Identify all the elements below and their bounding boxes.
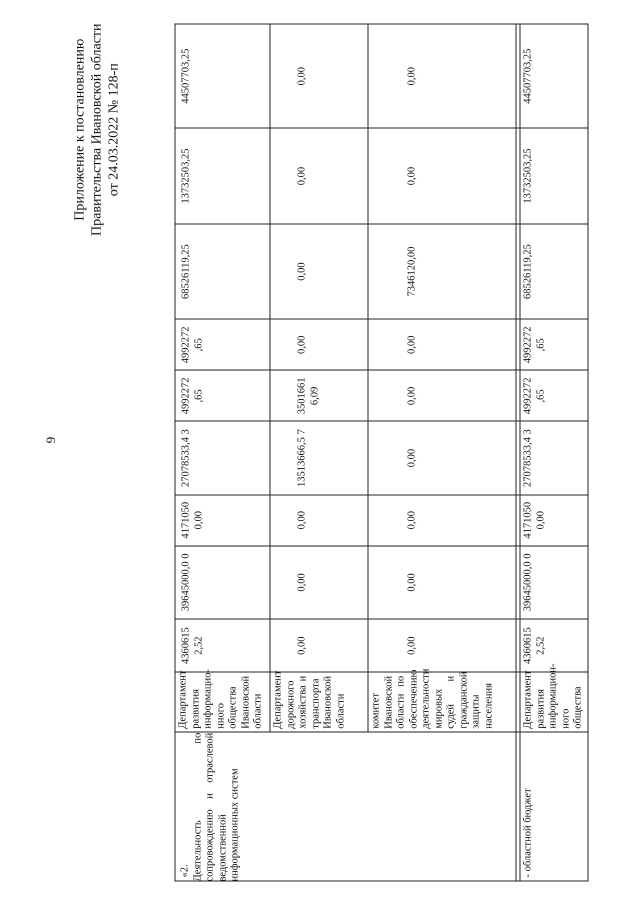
value-cell: 4171050 0,00 xyxy=(520,495,588,546)
document-header xyxy=(72,24,123,236)
value-cell: 0,00 xyxy=(270,619,368,672)
value-cell: 0,00 xyxy=(368,319,516,370)
value-cell: 0,00 xyxy=(368,495,516,546)
org-cell: Департамент развития информацион-ного общества xyxy=(520,672,588,732)
value-cell: 4992272 ,65 xyxy=(520,370,588,421)
budget-label: - областной бюджет xyxy=(520,732,588,881)
value-cell: 13513666,5 7 xyxy=(270,421,368,494)
value-cell: 0,00 xyxy=(368,370,516,421)
org-cell: Департамент дорожного хозяйства и транспорта Ивановской области xyxy=(270,672,368,732)
value-cell: 0,00 xyxy=(368,128,516,223)
org-cell: Департамент развития информацио-нного общества Ивановской области xyxy=(175,672,270,732)
table-row xyxy=(520,24,588,881)
value-cell: 4171050 0,00 xyxy=(175,495,270,546)
org-cell: комитет Ивановской области по обеспечению деятельности мировых судей и гражданской защиты населения xyxy=(368,672,516,732)
value-cell: 4360615 2,52 xyxy=(175,619,270,672)
header-line-2: Правительства Ивановской области xyxy=(89,23,105,236)
value-cell: 68526119,25 xyxy=(175,224,270,319)
value-cell: 0,00 xyxy=(368,421,516,494)
value-cell: 4360615 2,52 xyxy=(520,619,588,672)
value-cell: 0,00 xyxy=(368,619,516,672)
activity-cell xyxy=(175,732,516,881)
rotated-page-content xyxy=(72,23,584,882)
value-cell: 4992272 ,65 xyxy=(175,370,270,421)
value-cell: 27078533,4 3 xyxy=(520,421,588,494)
value-cell: 0,00 xyxy=(368,24,516,128)
value-cell: 13732503,25 xyxy=(520,128,588,223)
value-cell: 44507703,25 xyxy=(520,24,588,128)
value-cell: 0,00 xyxy=(270,319,368,370)
value-cell: 0,00 xyxy=(270,495,368,546)
value-cell: 0,00 xyxy=(270,546,368,619)
value-cell: 4992272 ,65 xyxy=(520,319,588,370)
row-number: «2. xyxy=(179,864,191,878)
value-cell: 4992272 ,65 xyxy=(175,319,270,370)
value-cell: 3501661 6,09 xyxy=(270,370,368,421)
value-cell: 13732503,25 xyxy=(175,128,270,223)
value-cell: 39645000,0 0 xyxy=(520,546,588,619)
header-line-3: от 24.03.2022 № 128-п xyxy=(106,63,122,197)
header-line-1: Приложение к постановлению xyxy=(72,38,88,221)
value-cell: 39645000,0 0 xyxy=(175,546,270,619)
value-cell: 0,00 xyxy=(368,546,516,619)
value-cell: 7346120,00 xyxy=(368,224,516,319)
value-cell: 68526119,25 xyxy=(520,224,588,319)
value-cell: 27078533,4 3 xyxy=(175,421,270,494)
value-cell: 44507703,25 xyxy=(175,24,270,128)
value-cell: 0,00 xyxy=(270,128,368,223)
value-cell: 0,00 xyxy=(270,224,368,319)
funding-table xyxy=(175,24,589,882)
page-number: 9 xyxy=(43,436,58,444)
value-cell: 0,00 xyxy=(270,24,368,128)
activity-text: Деятельность по сопровождению и отраслевой ведомственной информационных систем xyxy=(192,732,241,882)
table-row xyxy=(175,24,270,881)
